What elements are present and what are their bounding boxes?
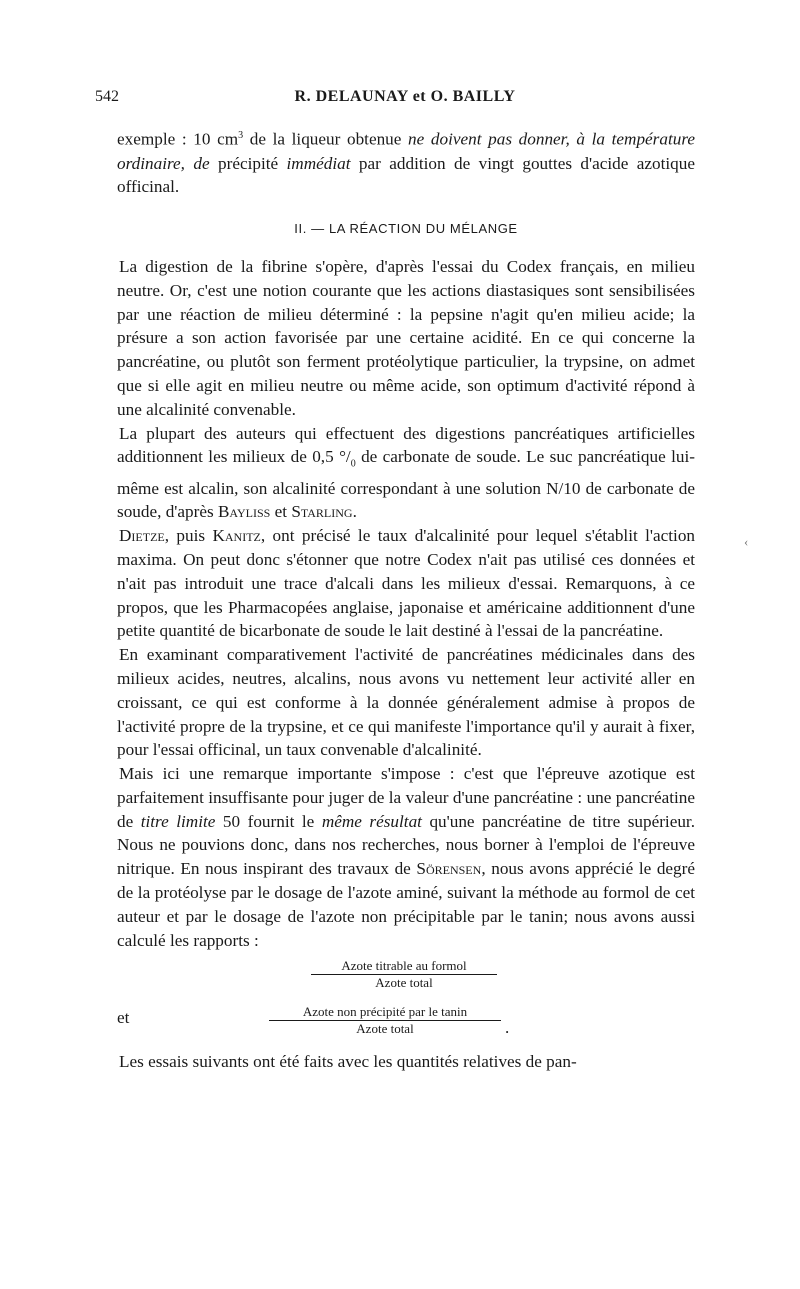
paragraph-4: En examinant comparativement l'activité de pancréatines médicinales dans des milieux acides, neutres, alcalins, nous avons vu nettement leur activité aller en croissant, ce qui est conforme à la donnée généralement admise à propos de l'activité propre de la trypsine, et ce qui manifeste l'importance qu'il y aurait à fixer, pour l'essai officinal, un taux convenable d'alcalinité. [117,645,695,760]
paragraph-continuation [117,124,695,199]
text-run: de la liqueur obtenue [243,129,409,149]
author-name: Starling [291,502,353,522]
fraction-numerator: Azote titrable au formol [311,958,497,975]
paragraph-2 [117,422,695,525]
formula-block [117,958,695,1050]
text-run: , puis [164,526,213,546]
superscript: 3 [238,130,244,141]
author-name: Dietze [119,526,165,546]
italic-run: de [193,153,210,173]
paragraph-1: La digestion de la fibrine s'opère, d'après l'essai du Codex français, en milieu neutre. Or, c'est une notion courante que les actions diastasiques sont sensibilisées par une réaction de milieu déterminé : la pepsine n'agit qu'en milieu acide; la présure a son action favorisée par une certaine acidité. En ce qui concerne la pancréatine, ou plutôt son ferment protéolytique particulier, la trypsine, on admet que si elle agit en milieu neutre ou même acide, son optimum d'activité répond à une alcalinité convenable. [117,256,695,419]
italic-run: immédiat [286,153,351,173]
text-run: , ont précisé le taux d'alcalinité pour lequel s'établit l'action maxima. On peut donc s'étonner que notre Codex n'ait pas utilisé ces données et n'ait pas introduit une trace d'alcali dans les milieux d'essai. Remarquons, à ce propos, que les Pharmacopées anglaise, japonaise et américaine additionnent d'une petite quantité de bicarbonate de soude le lait destiné à l'essai de la pancréatine. [117,526,696,641]
running-title-authors: R. DELAUNAY et O. BAILLY [294,88,516,105]
author-name: Kanitz [212,526,261,546]
text-run: 50 fournit le [215,811,322,831]
text-run: , nous avons apprécié le degré de la protéolyse par le dosage de l'azote aminé, suivant la méthode au formol de cet auteur et par le dosage de l'azote non précipitable par le tanin; nous avons aussi calculé les rapports : [117,859,695,950]
text-run: et [270,502,292,522]
fraction-numerator: Azote non précipité par le tanin [269,1004,501,1021]
text-run: précipité [209,153,287,173]
page-number: 542 [95,88,119,105]
paragraph-5 [117,762,695,952]
author-name: Bayliss [217,502,271,522]
conjunction-et: et [117,1008,130,1028]
text-run: . [352,502,357,522]
italic-run: titre limite [140,811,216,831]
running-head [95,88,715,112]
text-run: de carbonate de soude. Le suc pancréatique lui-même est alcalin, son alcalinité correspondant à une solution N/10 de carbonate de soude, d'après [117,447,695,522]
formula-period: . [505,1018,510,1038]
author-name: Sörensen [416,859,482,879]
fraction-tanin [269,1004,501,1037]
section-title: II. — LA RÉACTION DU MÉLANGE [294,221,518,237]
paragraph-3 [117,524,695,643]
margin-mark: ‹ [744,534,749,549]
fraction-denominator: Azote total [356,1021,414,1037]
text-run: La plupart des auteurs qui effectuent des digestions pancréatiques artificielles additionnent les milieux de 0,5 °/ [117,423,695,467]
text-run: exemple : 10 cm [117,129,239,149]
fraction-denominator: Azote total [375,975,433,991]
text-run: par addition de vingt gouttes d'acide azotique officinal. [117,153,695,197]
subscript: 0 [350,458,356,470]
body-text [117,124,695,1074]
italic-run: ne doivent pas donner, à la température ordinaire, [117,129,695,173]
fraction-formol [311,958,497,991]
text-run: Mais ici une remarque importante s'impose : c'est que l'épreuve azotique est parfaitement insuffisante pour juger de la valeur d'une pancréatine : une pancréatine de [117,764,695,831]
italic-run: même résultat [321,811,422,831]
paragraph-6: Les essais suivants ont été faits avec les quantités relatives de pan- [119,1052,577,1072]
text-run: qu'une pancréatine de titre supérieur. Nous ne pouvions donc, dans nos recherches, nous borner à l'emploi de l'épreuve nitrique. En nous inspirant des travaux de [117,811,696,879]
